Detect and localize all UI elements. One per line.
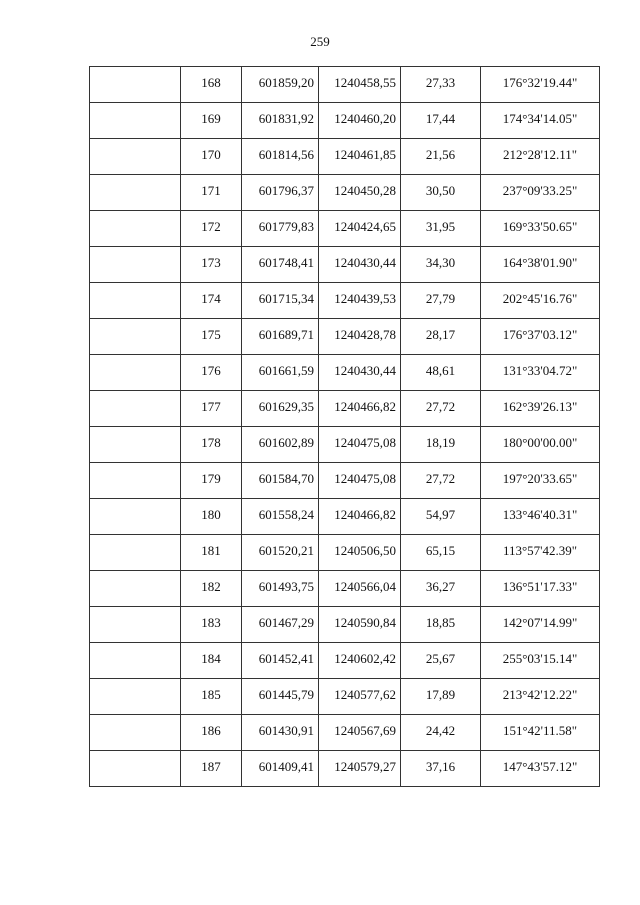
x-coordinate-cell: 601814,56 (242, 139, 319, 175)
blank-cell (90, 607, 181, 643)
table-row (90, 607, 600, 643)
blank-cell (90, 355, 181, 391)
length-cell: 37,16 (401, 751, 481, 787)
angle-cell: 213°42'12.22" (481, 679, 600, 715)
y-coordinate-cell: 1240577,62 (319, 679, 401, 715)
length-cell: 30,50 (401, 175, 481, 211)
blank-cell (90, 499, 181, 535)
table-row (90, 751, 600, 787)
x-coordinate-cell: 601661,59 (242, 355, 319, 391)
point-number-cell: 186 (181, 715, 242, 751)
x-coordinate-cell: 601409,41 (242, 751, 319, 787)
x-coordinate-cell: 601602,89 (242, 427, 319, 463)
table-row (90, 499, 600, 535)
angle-cell: 176°37'03.12" (481, 319, 600, 355)
table-row (90, 247, 600, 283)
table-row (90, 535, 600, 571)
coordinates-table-body (90, 67, 600, 787)
page-number: 259 (310, 34, 330, 49)
y-coordinate-cell: 1240466,82 (319, 499, 401, 535)
x-coordinate-cell: 601779,83 (242, 211, 319, 247)
angle-cell: 133°46'40.31" (481, 499, 600, 535)
y-coordinate-cell: 1240579,27 (319, 751, 401, 787)
table-row (90, 211, 600, 247)
angle-cell: 255°03'15.14" (481, 643, 600, 679)
blank-cell (90, 391, 181, 427)
blank-cell (90, 283, 181, 319)
x-coordinate-cell: 601558,24 (242, 499, 319, 535)
angle-cell: 212°28'12.11" (481, 139, 600, 175)
point-number-cell: 178 (181, 427, 242, 463)
x-coordinate-cell: 601715,34 (242, 283, 319, 319)
length-cell: 27,79 (401, 283, 481, 319)
angle-cell: 176°32'19.44" (481, 67, 600, 103)
table-row (90, 427, 600, 463)
y-coordinate-cell: 1240461,85 (319, 139, 401, 175)
table-row (90, 463, 600, 499)
point-number-cell: 170 (181, 139, 242, 175)
y-coordinate-cell: 1240430,44 (319, 355, 401, 391)
length-cell: 31,95 (401, 211, 481, 247)
y-coordinate-cell: 1240506,50 (319, 535, 401, 571)
table-row (90, 643, 600, 679)
blank-cell (90, 715, 181, 751)
blank-cell (90, 175, 181, 211)
x-coordinate-cell: 601748,41 (242, 247, 319, 283)
blank-cell (90, 643, 181, 679)
length-cell: 28,17 (401, 319, 481, 355)
table-row (90, 67, 600, 103)
angle-cell: 180°00'00.00" (481, 427, 600, 463)
x-coordinate-cell: 601584,70 (242, 463, 319, 499)
y-coordinate-cell: 1240430,44 (319, 247, 401, 283)
blank-cell (90, 103, 181, 139)
angle-cell: 113°57'42.39" (481, 535, 600, 571)
x-coordinate-cell: 601859,20 (242, 67, 319, 103)
angle-cell: 237°09'33.25" (481, 175, 600, 211)
x-coordinate-cell: 601430,91 (242, 715, 319, 751)
blank-cell (90, 571, 181, 607)
point-number-cell: 171 (181, 175, 242, 211)
point-number-cell: 182 (181, 571, 242, 607)
x-coordinate-cell: 601452,41 (242, 643, 319, 679)
x-coordinate-cell: 601445,79 (242, 679, 319, 715)
point-number-cell: 183 (181, 607, 242, 643)
blank-cell (90, 139, 181, 175)
point-number-cell: 174 (181, 283, 242, 319)
length-cell: 27,72 (401, 391, 481, 427)
coordinates-table (89, 66, 600, 787)
y-coordinate-cell: 1240439,53 (319, 283, 401, 319)
point-number-cell: 181 (181, 535, 242, 571)
angle-cell: 131°33'04.72" (481, 355, 600, 391)
length-cell: 27,72 (401, 463, 481, 499)
table-row (90, 679, 600, 715)
table-row (90, 571, 600, 607)
table-row (90, 319, 600, 355)
y-coordinate-cell: 1240428,78 (319, 319, 401, 355)
x-coordinate-cell: 601689,71 (242, 319, 319, 355)
y-coordinate-cell: 1240424,65 (319, 211, 401, 247)
angle-cell: 151°42'11.58" (481, 715, 600, 751)
blank-cell (90, 535, 181, 571)
table-row (90, 391, 600, 427)
angle-cell: 174°34'14.05" (481, 103, 600, 139)
table-row (90, 715, 600, 751)
blank-cell (90, 319, 181, 355)
y-coordinate-cell: 1240475,08 (319, 463, 401, 499)
x-coordinate-cell: 601467,29 (242, 607, 319, 643)
x-coordinate-cell: 601629,35 (242, 391, 319, 427)
table-row (90, 103, 600, 139)
point-number-cell: 172 (181, 211, 242, 247)
angle-cell: 142°07'14.99" (481, 607, 600, 643)
length-cell: 17,44 (401, 103, 481, 139)
blank-cell (90, 427, 181, 463)
blank-cell (90, 751, 181, 787)
x-coordinate-cell: 601520,21 (242, 535, 319, 571)
point-number-cell: 180 (181, 499, 242, 535)
table-row (90, 355, 600, 391)
y-coordinate-cell: 1240450,28 (319, 175, 401, 211)
y-coordinate-cell: 1240458,55 (319, 67, 401, 103)
x-coordinate-cell: 601493,75 (242, 571, 319, 607)
point-number-cell: 176 (181, 355, 242, 391)
angle-cell: 147°43'57.12" (481, 751, 600, 787)
point-number-cell: 184 (181, 643, 242, 679)
length-cell: 18,19 (401, 427, 481, 463)
length-cell: 25,67 (401, 643, 481, 679)
angle-cell: 202°45'16.76" (481, 283, 600, 319)
length-cell: 21,56 (401, 139, 481, 175)
y-coordinate-cell: 1240566,04 (319, 571, 401, 607)
length-cell: 36,27 (401, 571, 481, 607)
length-cell: 34,30 (401, 247, 481, 283)
point-number-cell: 175 (181, 319, 242, 355)
length-cell: 27,33 (401, 67, 481, 103)
angle-cell: 164°38'01.90" (481, 247, 600, 283)
y-coordinate-cell: 1240475,08 (319, 427, 401, 463)
blank-cell (90, 67, 181, 103)
x-coordinate-cell: 601831,92 (242, 103, 319, 139)
angle-cell: 136°51'17.33" (481, 571, 600, 607)
length-cell: 24,42 (401, 715, 481, 751)
y-coordinate-cell: 1240567,69 (319, 715, 401, 751)
point-number-cell: 169 (181, 103, 242, 139)
table-row (90, 175, 600, 211)
point-number-cell: 173 (181, 247, 242, 283)
point-number-cell: 168 (181, 67, 242, 103)
y-coordinate-cell: 1240602,42 (319, 643, 401, 679)
blank-cell (90, 211, 181, 247)
blank-cell (90, 679, 181, 715)
length-cell: 48,61 (401, 355, 481, 391)
angle-cell: 162°39'26.13" (481, 391, 600, 427)
point-number-cell: 187 (181, 751, 242, 787)
blank-cell (90, 247, 181, 283)
length-cell: 17,89 (401, 679, 481, 715)
blank-cell (90, 463, 181, 499)
length-cell: 54,97 (401, 499, 481, 535)
table-row (90, 139, 600, 175)
length-cell: 18,85 (401, 607, 481, 643)
length-cell: 65,15 (401, 535, 481, 571)
angle-cell: 169°33'50.65" (481, 211, 600, 247)
angle-cell: 197°20'33.65" (481, 463, 600, 499)
y-coordinate-cell: 1240466,82 (319, 391, 401, 427)
x-coordinate-cell: 601796,37 (242, 175, 319, 211)
point-number-cell: 179 (181, 463, 242, 499)
y-coordinate-cell: 1240460,20 (319, 103, 401, 139)
table-row (90, 283, 600, 319)
y-coordinate-cell: 1240590,84 (319, 607, 401, 643)
point-number-cell: 177 (181, 391, 242, 427)
point-number-cell: 185 (181, 679, 242, 715)
